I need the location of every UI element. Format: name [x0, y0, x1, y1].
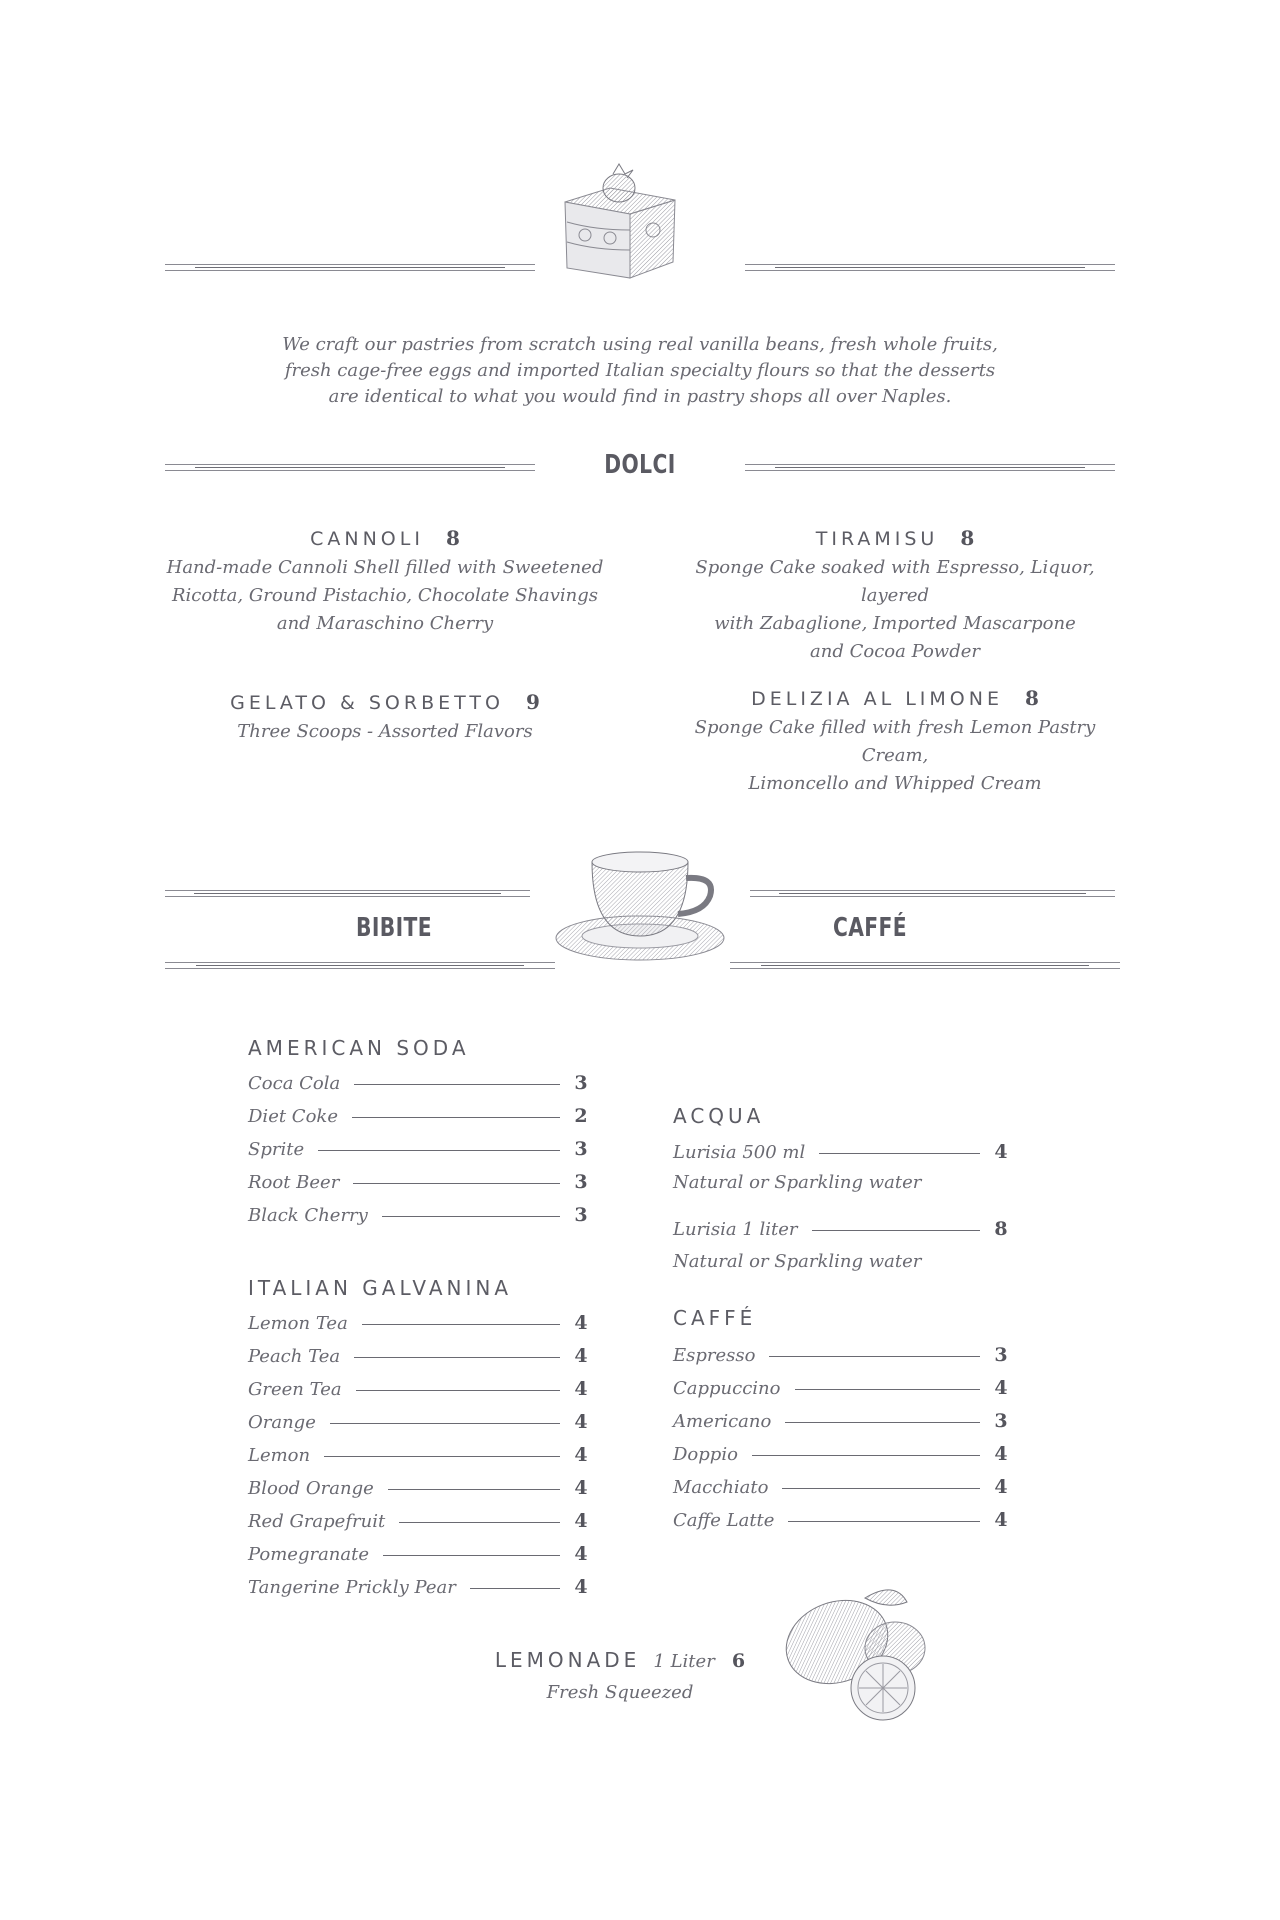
lemonade-price: 6 — [731, 1650, 746, 1672]
dish-name: DELIZIA AL LIMONE — [751, 688, 1003, 710]
leader-line — [382, 1216, 560, 1217]
bibite-title: BIBITE — [355, 913, 433, 943]
item-name: Pomegranate — [248, 1543, 370, 1565]
dish-description — [160, 718, 610, 746]
leader-line — [785, 1422, 980, 1423]
dish-gelato — [160, 690, 610, 746]
item-price: 4 — [574, 1411, 588, 1433]
acqua-title: ACQUA — [673, 1104, 765, 1128]
item-name: Red Grapefruit — [248, 1510, 386, 1532]
lemonade-size: 1 Liter — [653, 1651, 715, 1672]
item-note: Natural or Sparkling water — [673, 1172, 922, 1193]
leader-line — [352, 1117, 560, 1118]
desc-line: and Cocoa Powder — [810, 641, 980, 662]
menu-item — [248, 1374, 588, 1404]
menu-item — [248, 1200, 588, 1230]
item-name: Caffe Latte — [673, 1509, 775, 1531]
menu-item — [248, 1440, 588, 1470]
item-price: 4 — [994, 1509, 1008, 1531]
menu-item — [673, 1373, 1008, 1403]
item-name: Americano — [673, 1410, 772, 1432]
item-price: 4 — [994, 1443, 1008, 1465]
item-name: Macchiato — [673, 1476, 769, 1498]
item-name: Lemon Tea — [248, 1312, 348, 1334]
leader-line — [788, 1521, 980, 1522]
menu-item — [673, 1505, 1008, 1535]
item-price: 3 — [994, 1344, 1008, 1366]
item-name: Black Cherry — [248, 1204, 368, 1226]
menu-item — [248, 1101, 588, 1131]
leader-line — [356, 1390, 560, 1391]
item-name: Cappuccino — [673, 1377, 781, 1399]
menu-item — [673, 1137, 1008, 1167]
item-name: Espresso — [673, 1344, 756, 1366]
bibite-top-rule — [165, 890, 530, 898]
item-name: Coca Cola — [248, 1072, 341, 1094]
lemonade-item — [440, 1648, 800, 1703]
espresso-cup-icon — [550, 840, 730, 970]
dish-name: TIRAMISU — [815, 528, 939, 550]
dolci-title: DOLCI — [604, 450, 676, 480]
top-right-rule — [745, 264, 1115, 272]
leader-line — [812, 1230, 980, 1231]
intro-text — [0, 332, 1280, 410]
leader-line — [399, 1522, 560, 1523]
item-price: 4 — [574, 1543, 588, 1565]
caffe-title: CAFFÉ — [673, 1306, 757, 1330]
leader-line — [383, 1555, 560, 1556]
menu-item — [673, 1439, 1008, 1469]
dish-cannoli — [160, 526, 610, 638]
american-soda-title: AMERICAN SODA — [248, 1036, 470, 1060]
item-name: Lurisia 1 liter — [673, 1218, 798, 1240]
dish-name: GELATO & SORBETTO — [230, 692, 504, 714]
menu-item — [248, 1407, 588, 1437]
item-price: 3 — [574, 1204, 588, 1226]
item-name: Peach Tea — [248, 1345, 341, 1367]
leader-line — [354, 1084, 560, 1085]
item-price: 4 — [574, 1312, 588, 1334]
leader-line — [318, 1150, 560, 1151]
leader-line — [769, 1356, 980, 1357]
menu-item — [248, 1134, 588, 1164]
bibite-bottom-rule — [165, 962, 555, 970]
item-name: Orange — [248, 1411, 316, 1433]
item-note: Natural or Sparkling water — [673, 1251, 922, 1272]
menu-item — [248, 1341, 588, 1371]
leader-line — [795, 1389, 981, 1390]
desc-line: Ricotta, Ground Pistachio, Chocolate Shavings — [171, 585, 599, 606]
dolci-right-rule — [745, 464, 1115, 472]
item-name: Root Beer — [248, 1171, 340, 1193]
dish-description — [670, 714, 1120, 798]
item-name: Lemon — [248, 1444, 311, 1466]
intro-line: We craft our pastries from scratch using real vanilla beans, fresh whole fruits, — [282, 334, 998, 355]
dolci-left-rule — [165, 464, 535, 472]
intro-line: fresh cage-free eggs and imported Italian specialty flours so that the desserts — [284, 360, 996, 381]
leader-line — [819, 1153, 980, 1154]
dish-tiramisu — [670, 526, 1120, 666]
leader-line — [354, 1357, 560, 1358]
menu-item — [673, 1340, 1008, 1370]
dish-description — [670, 554, 1120, 666]
item-name: Green Tea — [248, 1378, 342, 1400]
item-price: 4 — [574, 1510, 588, 1532]
leader-line — [353, 1183, 560, 1184]
item-name: Tangerine Prickly Pear — [248, 1576, 456, 1598]
intro-line: are identical to what you would find in pastry shops all over Naples. — [328, 386, 952, 407]
item-price: 3 — [574, 1171, 588, 1193]
item-price: 4 — [574, 1378, 588, 1400]
leader-line — [324, 1456, 560, 1457]
leader-line — [782, 1488, 980, 1489]
item-price: 3 — [994, 1410, 1008, 1432]
item-name: Diet Coke — [248, 1105, 338, 1127]
item-price: 4 — [574, 1477, 588, 1499]
item-price: 2 — [574, 1105, 588, 1127]
lemonade-name: LEMONADE — [494, 1648, 641, 1672]
item-price: 4 — [574, 1444, 588, 1466]
dish-price: 8 — [960, 526, 975, 550]
item-name: Doppio — [673, 1443, 738, 1465]
menu-item — [248, 1308, 588, 1338]
desc-line: Three Scoops - Assorted Flavors — [237, 721, 533, 742]
dish-delizia — [670, 686, 1120, 798]
item-price: 4 — [574, 1345, 588, 1367]
item-price: 4 — [994, 1476, 1008, 1498]
item-price: 3 — [574, 1072, 588, 1094]
lemons-icon — [775, 1580, 935, 1730]
dish-name: CANNOLI — [310, 528, 424, 550]
desc-line: Limoncello and Whipped Cream — [748, 773, 1042, 794]
dish-price: 8 — [1024, 686, 1039, 710]
item-price: 8 — [994, 1218, 1008, 1240]
cake-slice-icon — [555, 150, 685, 290]
dish-price: 8 — [445, 526, 460, 550]
item-name: Blood Orange — [248, 1477, 374, 1499]
item-name: Sprite — [248, 1138, 305, 1160]
caffe-top-rule — [750, 890, 1115, 898]
item-price: 3 — [574, 1138, 588, 1160]
desc-line: with Zabaglione, Imported Mascarpone — [714, 613, 1076, 634]
menu-item — [248, 1572, 588, 1602]
desc-line: Sponge Cake soaked with Espresso, Liquor, layered — [695, 557, 1095, 606]
lemonade-note: Fresh Squeezed — [546, 1682, 694, 1703]
desc-line: Sponge Cake filled with fresh Lemon Pastry Cream, — [694, 717, 1096, 766]
dish-description — [160, 554, 610, 638]
desc-line: and Maraschino Cherry — [276, 613, 494, 634]
leader-line — [388, 1489, 560, 1490]
menu-item — [248, 1539, 588, 1569]
menu-item — [673, 1406, 1008, 1436]
menu-item — [248, 1167, 588, 1197]
leader-line — [330, 1423, 560, 1424]
menu-item — [673, 1472, 1008, 1502]
caffe-header-title: CAFFÉ — [832, 913, 908, 943]
dish-price: 9 — [525, 690, 540, 714]
top-left-rule — [165, 264, 535, 272]
item-name: Lurisia 500 ml — [673, 1141, 806, 1163]
caffe-bottom-rule — [730, 962, 1120, 970]
leader-line — [362, 1324, 560, 1325]
item-price: 4 — [994, 1377, 1008, 1399]
leader-line — [752, 1455, 980, 1456]
menu-item — [673, 1214, 1008, 1244]
menu-item — [248, 1506, 588, 1536]
desc-line: Hand-made Cannoli Shell filled with Sweetened — [166, 557, 604, 578]
menu-item — [248, 1473, 588, 1503]
galvanina-title: ITALIAN GALVANINA — [248, 1276, 512, 1300]
menu-item — [248, 1068, 588, 1098]
item-price: 4 — [574, 1576, 588, 1598]
item-price: 4 — [994, 1141, 1008, 1163]
leader-line — [470, 1588, 560, 1589]
